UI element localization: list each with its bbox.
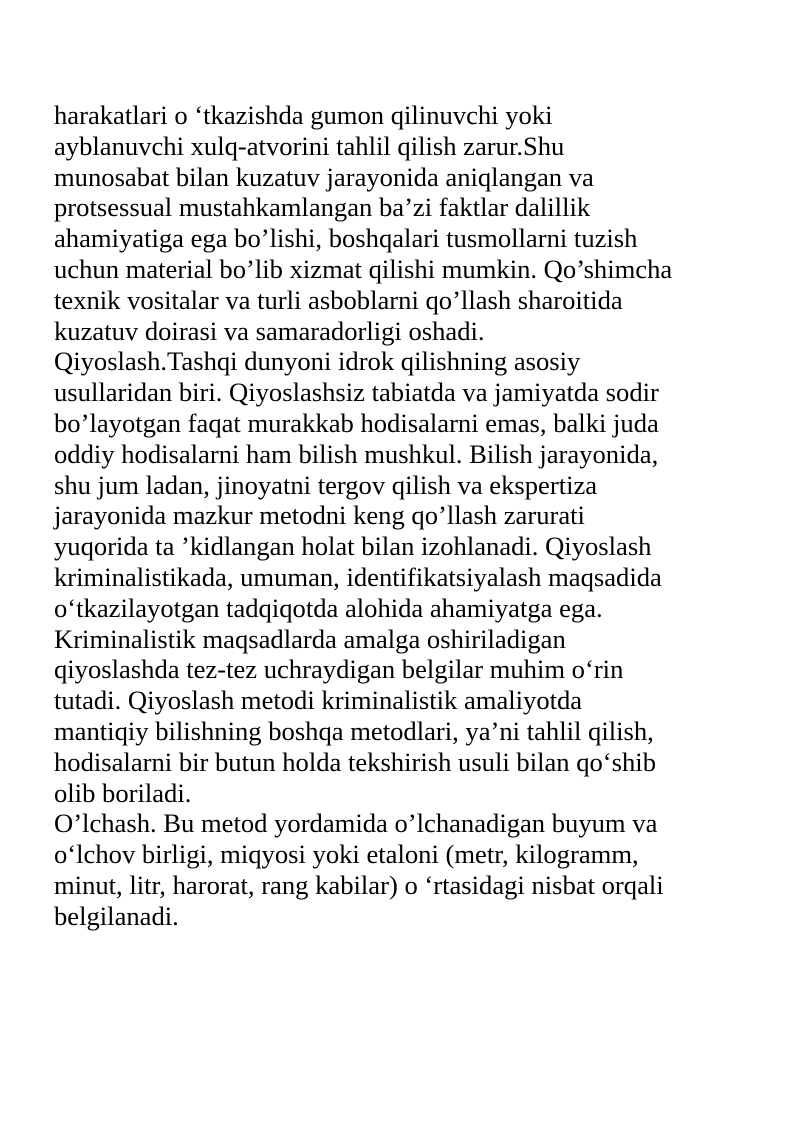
text-line: o‘tkazilayotgan tadqiqotda alohida ahamiyatga ega. [54, 592, 603, 623]
text-line: ayblanuvchi xulq-atvorini tahlil qilish zarur.Shu [54, 130, 565, 161]
text-line: mantiqiy bilishning boshqa metodlari, ya’ni tahlil qilish, [54, 715, 654, 746]
text-line: hodisalarni bir butun holda tekshirish usuli bilan qo‘shib [54, 746, 656, 777]
text-line: olib boriladi. [54, 777, 192, 808]
text-line: shu jum ladan, jinoyatni tergov qilish va ekspertiza [54, 469, 598, 500]
text-line: o‘lchov birligi, miqyosi yoki etaloni (metr, kilogramm, [54, 839, 639, 870]
text-line: yuqorida ta ’kidlangan holat bilan izohlanadi. Qiyoslash [54, 531, 652, 562]
text-line: usullaridan biri. Qiyoslashsiz tabiatda va jamiyatda sodir [54, 377, 659, 408]
text-line: bo’layotgan faqat murakkab hodisalarni emas, balki juda [54, 407, 659, 438]
text-line: kuzatuv doirasi va samaradorligi oshadi. [54, 315, 485, 346]
text-line: protsessual mustahkamlangan ba’zi faktlar dalillik [54, 192, 591, 223]
text-line: uchun material bo’lib xizmat qilishi mumkin. Qo’shimcha [54, 253, 673, 284]
text-line: ahamiyatiga ega bo’lishi, boshqalari tusmollarni tuzish [54, 223, 638, 254]
text-line: jarayonida mazkur metodni keng qo’llash zarurati [54, 500, 585, 531]
text-line: oddiy hodisalarni ham bilish mushkul. Bilish jarayonida, [54, 438, 659, 469]
document-page [54, 100, 754, 932]
section-heading-line: O’lchash. Bu metod yordamida o’lchanadigan buyum va [54, 808, 658, 839]
text-line: tutadi. Qiyoslash metodi kriminalistik amaliyotda [54, 685, 583, 716]
text-line: Kriminalistik maqsadlarda amalga oshiriladigan [54, 623, 566, 654]
text-line: kriminalistikada, umuman, identifikatsiyalash maqsadida [54, 561, 662, 592]
text-line: belgilanadi. [54, 900, 179, 931]
text-line: texnik vositalar va turli asboblarni qo’llash sharoitida [54, 284, 623, 315]
text-line: harakatlari o ‘tkazishda gumon qilinuvchi yoki [54, 100, 553, 130]
section-heading-line: Qiyoslash.Tashqi dunyoni idrok qilishning asosiy [54, 346, 581, 377]
text-line: minut, litr, harorat, rang kabilar) o ‘rtasidagi nisbat orqali [54, 869, 664, 900]
text-line: munosabat bilan kuzatuv jarayonida aniqlangan va [54, 161, 594, 192]
text-line: qiyoslashda tez-tez uchraydigan belgilar muhim o‘rin [54, 654, 624, 685]
